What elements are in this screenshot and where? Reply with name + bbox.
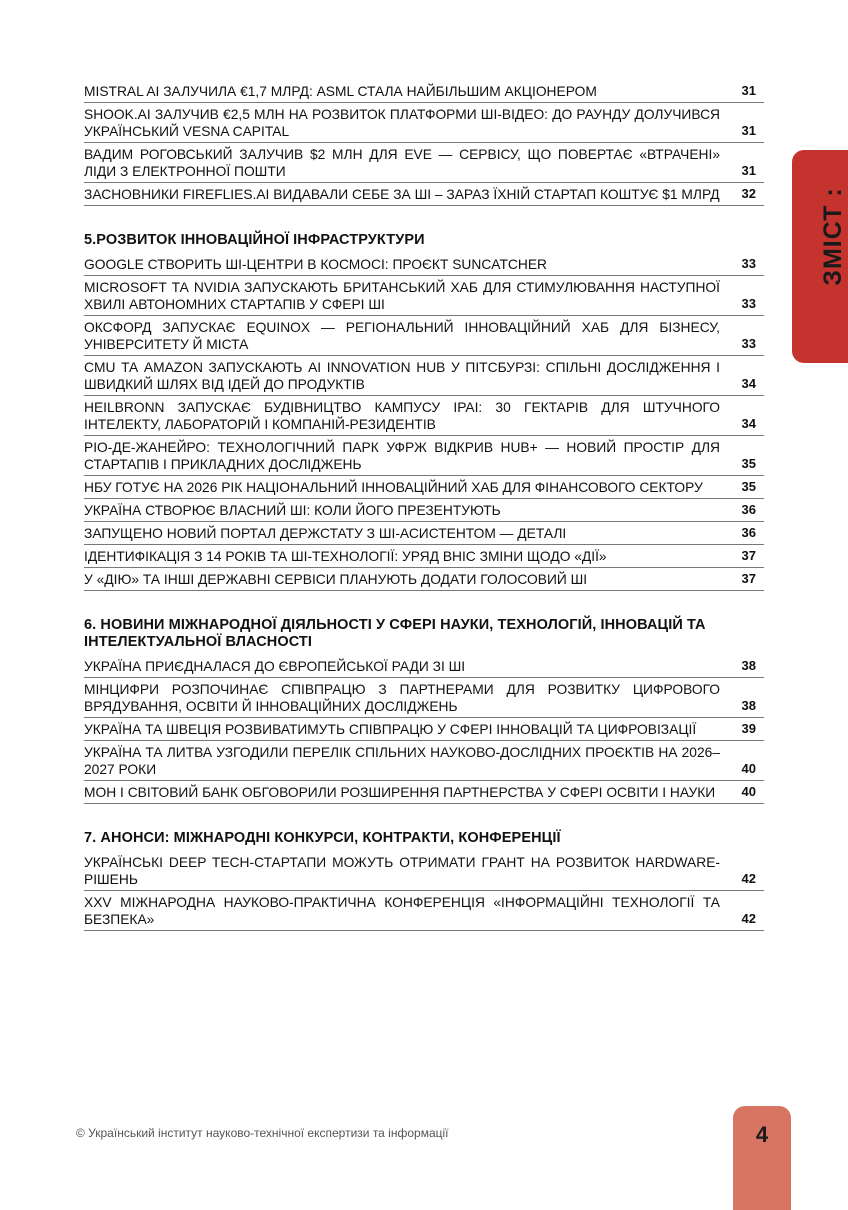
toc-entry-page-number: 36 bbox=[741, 525, 756, 540]
toc-entry[interactable] bbox=[84, 718, 764, 741]
toc-entry-page-number: 37 bbox=[741, 571, 756, 586]
toc-entry-title: МІНЦИФРИ РОЗПОЧИНАЄ СПІВПРАЦЮ З ПАРТНЕРАМИ ДЛЯ РОЗВИТКУ ЦИФРОВОГО ВРЯДУВАННЯ, ОСВІТИ Й ІННОВАЦІЙНИХ ДОСЛІДЖЕНЬ bbox=[84, 682, 720, 714]
toc-entry-page-number: 33 bbox=[741, 296, 756, 311]
toc-entry-title: MICROSOFT ТА NVIDIA ЗАПУСКАЮТЬ БРИТАНСЬКИЙ ХАБ ДЛЯ СТИМУЛЮВАННЯ НАСТУПНОЇ ХВИЛІ АВТОНОМНИХ СТАРТАПІВ У СФЕРІ ШІ bbox=[84, 280, 720, 312]
toc-section bbox=[84, 617, 764, 804]
toc-entry-title: УКРАЇНСЬКІ DEEP TECH-СТАРТАПИ МОЖУТЬ ОТРИМАТИ ГРАНТ НА РОЗВИТОК HARDWARE-РІШЕНЬ bbox=[84, 855, 720, 887]
toc-entry-title: ЗАСНОВНИКИ FIREFLIES.AI ВИДАВАЛИ СЕБЕ ЗА ШІ – ЗАРАЗ ЇХНІЙ СТАРТАП КОШТУЄ $1 МЛРД bbox=[84, 187, 720, 202]
toc-entry-page-number: 31 bbox=[741, 123, 756, 138]
toc-entry[interactable] bbox=[84, 143, 764, 183]
toc-entry-page-number: 38 bbox=[741, 658, 756, 673]
toc-entry-title: ВАДИМ РОГОВСЬКИЙ ЗАЛУЧИВ $2 МЛН ДЛЯ EVE — СЕРВІСУ, ЩО ПОВЕРТАЄ «ВТРАЧЕНІ» ЛІДИ З ЕЛЕКТРОННОЇ ПОШТИ bbox=[84, 147, 720, 179]
toc-entry[interactable] bbox=[84, 316, 764, 356]
toc-entry[interactable] bbox=[84, 741, 764, 781]
toc-entry-page-number: 34 bbox=[741, 376, 756, 391]
toc-section bbox=[84, 232, 764, 591]
toc-entry-page-number: 42 bbox=[741, 871, 756, 886]
toc-section bbox=[84, 80, 764, 206]
toc-entry-title: HEILBRONN ЗАПУСКАЄ БУДІВНИЦТВО КАМПУСУ IPAI: 30 ГЕКТАРІВ ДЛЯ ШТУЧНОГО ІНТЕЛЕКТУ, ЛАБОРАТОРІЙ І КОМПАНІЙ-РЕЗИДЕНТІВ bbox=[84, 400, 720, 432]
toc-entry-page-number: 33 bbox=[741, 256, 756, 271]
toc-entry-title: УКРАЇНА ТА ЛИТВА УЗГОДИЛИ ПЕРЕЛІК СПІЛЬНИХ НАУКОВО-ДОСЛІДНИХ ПРОЄКТІВ НА 2026–2027 РОКИ bbox=[84, 745, 720, 777]
toc-entry-page-number: 35 bbox=[741, 456, 756, 471]
toc-entry[interactable] bbox=[84, 655, 764, 678]
toc-entry[interactable] bbox=[84, 781, 764, 804]
toc-entry-title: УКРАЇНА СТВОРЮЄ ВЛАСНИЙ ШІ: КОЛИ ЙОГО ПРЕЗЕНТУЮТЬ bbox=[84, 503, 501, 518]
contents-side-tab-label: ЗМІСТ : bbox=[818, 187, 847, 286]
section-heading: 7. АНОНСИ: МІЖНАРОДНІ КОНКУРСИ, КОНТРАКТИ, КОНФЕРЕНЦІЇ bbox=[84, 830, 561, 846]
toc-entry-page-number: 37 bbox=[741, 548, 756, 563]
page-number: 4 bbox=[755, 1122, 769, 1147]
toc-entry-page-number: 36 bbox=[741, 502, 756, 517]
toc-entry[interactable] bbox=[84, 568, 764, 591]
toc-entry-page-number: 33 bbox=[741, 336, 756, 351]
toc-entry-title: CMU ТА AMAZON ЗАПУСКАЮТЬ AI INNOVATION HUB У ПІТСБУРЗІ: СПІЛЬНІ ДОСЛІДЖЕННЯ І ШВИДКИЙ ШЛЯХ ВІД ІДЕЙ ДО ПРОДУКТІВ bbox=[84, 360, 720, 392]
section-heading: 6. НОВИНИ МІЖНАРОДНОЇ ДІЯЛЬНОСТІ У СФЕРІ НАУКИ, ТЕХНОЛОГІЙ, ІННОВАЦІЙ ТА ІНТЕЛЕКТУАЛЬНОЇ ВЛАСНОСТІ bbox=[84, 617, 706, 650]
toc-entry-page-number: 32 bbox=[741, 186, 756, 201]
toc-entry-title: УКРАЇНА ТА ШВЕЦІЯ РОЗВИВАТИМУТЬ СПІВПРАЦЮ У СФЕРІ ІННОВАЦІЙ ТА ЦИФРОВІЗАЦІЇ bbox=[84, 722, 697, 737]
toc-entry[interactable] bbox=[84, 396, 764, 436]
toc-entry[interactable] bbox=[84, 276, 764, 316]
toc-entry[interactable] bbox=[84, 499, 764, 522]
toc-entry-page-number: 35 bbox=[741, 479, 756, 494]
toc-entry[interactable] bbox=[84, 356, 764, 396]
toc-entry-page-number: 40 bbox=[741, 784, 756, 799]
toc-entry-title: GOOGLE СТВОРИТЬ ШІ-ЦЕНТРИ В КОСМОСІ: ПРОЄКТ SUNCATCHER bbox=[84, 257, 548, 272]
toc-entry-page-number: 38 bbox=[741, 698, 756, 713]
table-of-contents bbox=[84, 80, 764, 931]
toc-entry[interactable] bbox=[84, 545, 764, 568]
toc-section bbox=[84, 830, 764, 931]
toc-entry-page-number: 34 bbox=[741, 416, 756, 431]
toc-entry-title: ЗАПУЩЕНО НОВИЙ ПОРТАЛ ДЕРЖСТАТУ З ШІ-АСИСТЕНТОМ — ДЕТАЛІ bbox=[84, 526, 567, 541]
toc-entry[interactable] bbox=[84, 522, 764, 545]
toc-entry-title: МОН І СВІТОВИЙ БАНК ОБГОВОРИЛИ РОЗШИРЕННЯ ПАРТНЕРСТВА У СФЕРІ ОСВІТИ І НАУКИ bbox=[84, 785, 716, 800]
toc-entry-title: У «ДІЮ» ТА ІНШІ ДЕРЖАВНІ СЕРВІСИ ПЛАНУЮТЬ ДОДАТИ ГОЛОСОВИЙ ШІ bbox=[84, 572, 588, 587]
toc-entry[interactable] bbox=[84, 891, 764, 931]
toc-entry[interactable] bbox=[84, 80, 764, 103]
toc-entry[interactable] bbox=[84, 436, 764, 476]
page-number-tab bbox=[733, 1106, 791, 1210]
toc-entry-title: SHOOK.AI ЗАЛУЧИВ €2,5 МЛН НА РОЗВИТОК ПЛАТФОРМИ ШІ-ВІДЕО: ДО РАУНДУ ДОЛУЧИВСЯ УКРАЇНСЬКИЙ VESNA CAPITAL bbox=[84, 107, 720, 139]
toc-entry-title: XXV МІЖНАРОДНА НАУКОВО-ПРАКТИЧНА КОНФЕРЕНЦІЯ «ІНФОРМАЦІЙНІ ТЕХНОЛОГІЇ ТА БЕЗПЕКА» bbox=[84, 895, 720, 927]
toc-entry[interactable] bbox=[84, 476, 764, 499]
toc-entry-page-number: 39 bbox=[741, 721, 756, 736]
toc-entry-title: ІДЕНТИФІКАЦІЯ З 14 РОКІВ ТА ШІ-ТЕХНОЛОГІЇ: УРЯД ВНІС ЗМІНИ ЩОДО «ДІЇ» bbox=[84, 549, 607, 564]
toc-entry-page-number: 31 bbox=[741, 83, 756, 98]
toc-entry[interactable] bbox=[84, 103, 764, 143]
toc-entry-title: НБУ ГОТУЄ НА 2026 РІК НАЦІОНАЛЬНИЙ ІННОВАЦІЙНИЙ ХАБ ДЛЯ ФІНАНСОВОГО СЕКТОРУ bbox=[84, 480, 703, 495]
toc-entry-page-number: 42 bbox=[741, 911, 756, 926]
toc-entry-title: MISTRAL AI ЗАЛУЧИЛА €1,7 МЛРД: ASML СТАЛА НАЙБІЛЬШИМ АКЦІОНЕРОМ bbox=[84, 84, 597, 99]
toc-entry-page-number: 40 bbox=[741, 761, 756, 776]
toc-entry-page-number: 31 bbox=[741, 163, 756, 178]
toc-entry-title: УКРАЇНА ПРИЄДНАЛАСЯ ДО ЄВРОПЕЙСЬКОЇ РАДИ ЗІ ШІ bbox=[84, 659, 466, 674]
toc-entry[interactable] bbox=[84, 678, 764, 718]
toc-entry[interactable] bbox=[84, 851, 764, 891]
footer-copyright: © Український інститут науково-технічної експертизи та інформації bbox=[76, 1126, 449, 1140]
contents-side-tab bbox=[792, 150, 848, 363]
toc-entry[interactable] bbox=[84, 183, 764, 206]
section-heading: 5.РОЗВИТОК ІННОВАЦІЙНОЇ ІНФРАСТРУКТУРИ bbox=[84, 232, 425, 248]
toc-entry-title: РІО-ДЕ-ЖАНЕЙРО: ТЕХНОЛОГІЧНИЙ ПАРК УФРЖ ВІДКРИВ HUB+ — НОВИЙ ПРОСТІР ДЛЯ СТАРТАПІВ І ПРИКЛАДНИХ ДОСЛІДЖЕНЬ bbox=[84, 440, 720, 472]
toc-entry[interactable] bbox=[84, 253, 764, 276]
toc-entry-title: ОКСФОРД ЗАПУСКАЄ EQUINOX — РЕГІОНАЛЬНИЙ ІННОВАЦІЙНИЙ ХАБ ДЛЯ БІЗНЕСУ, УНІВЕРСИТЕТУ Й МІСТА bbox=[84, 320, 720, 352]
